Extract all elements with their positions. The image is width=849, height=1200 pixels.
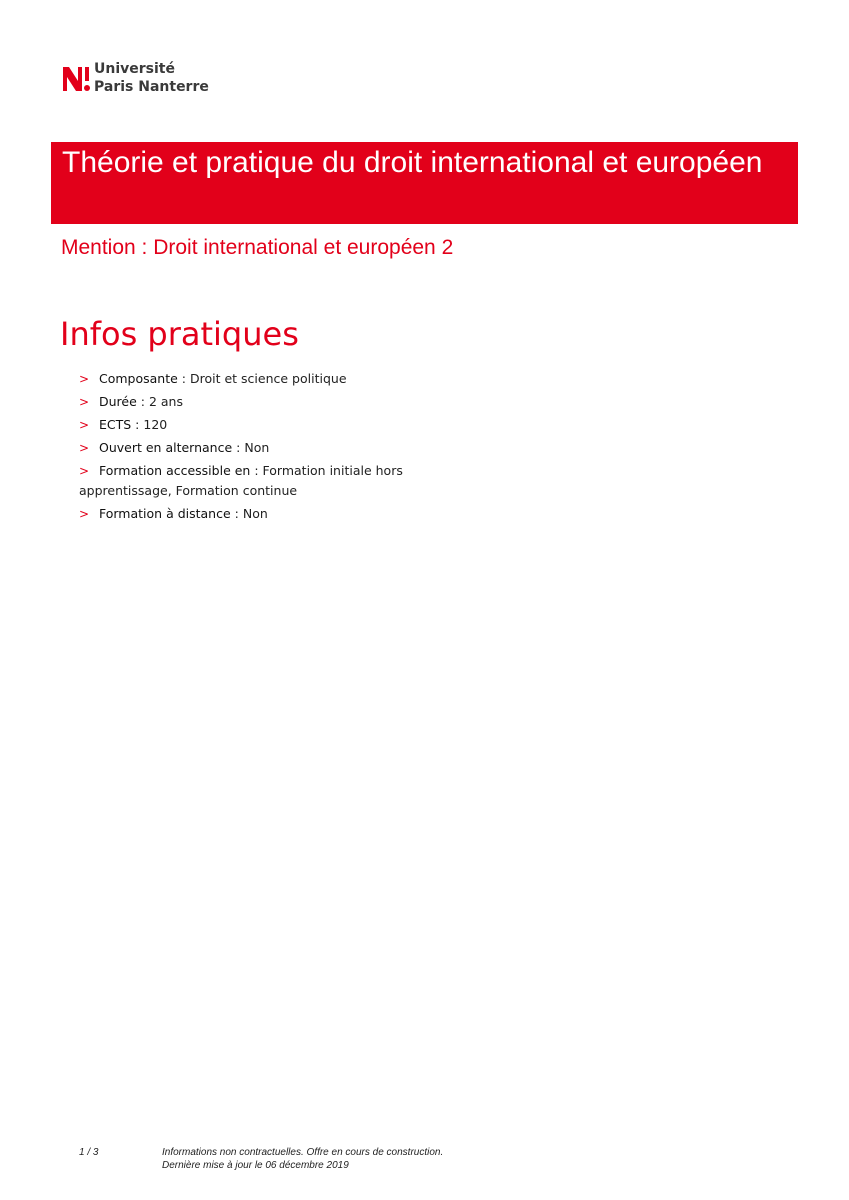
info-label: Formation à distance [99, 506, 231, 521]
footer-note-line-2: Dernière mise à jour le 06 décembre 2019 [162, 1159, 349, 1171]
info-separator: : [250, 463, 263, 478]
info-separator: : [177, 371, 190, 386]
logo-line-1: Université [94, 61, 175, 77]
info-value: Formation initiale hors apprentissage, Formation continue [79, 463, 403, 498]
info-label: Composante [99, 371, 178, 386]
footer-disclaimer [162, 1147, 443, 1172]
chevron-right-icon: > [79, 395, 90, 409]
chevron-right-icon: > [79, 464, 90, 478]
info-label: ECTS [99, 417, 132, 432]
title-banner [51, 142, 798, 224]
chevron-right-icon: > [79, 418, 90, 432]
section-title-infos-pratiques: Infos pratiques [60, 315, 299, 353]
chevron-right-icon: > [79, 507, 90, 521]
info-separator: : [230, 506, 243, 521]
info-separator: : [232, 440, 245, 455]
info-value: Non [242, 506, 268, 521]
info-item-distance [79, 504, 409, 524]
info-item-alternance [79, 438, 409, 458]
chevron-right-icon: > [79, 441, 90, 455]
info-item-duree [79, 392, 409, 412]
info-item-ects [79, 415, 409, 435]
info-value: Non [244, 440, 270, 455]
info-value: 2 ans [148, 394, 183, 409]
nanterre-logo-icon [61, 64, 91, 94]
info-value: Droit et science politique [190, 371, 347, 386]
logo-wordmark [94, 60, 209, 96]
info-item-composante [79, 369, 409, 389]
info-value: 120 [143, 417, 168, 432]
logo-line-2: Paris Nanterre [94, 79, 209, 95]
info-label: Ouvert en alternance [99, 440, 233, 455]
mention-subtitle: Mention : Droit international et européen 2 [61, 236, 454, 259]
info-label: Formation accessible en [99, 463, 251, 478]
info-separator: : [136, 394, 149, 409]
page-number: 1 / 3 [79, 1147, 99, 1158]
chevron-right-icon: > [79, 372, 90, 386]
info-separator: : [131, 417, 144, 432]
university-logo [61, 60, 221, 98]
footer-note-line-1: Informations non contractuelles. Offre en cours de construction. [162, 1147, 444, 1158]
info-item-formation-accessible [79, 461, 409, 501]
infos-list [79, 369, 409, 527]
info-label: Durée [99, 394, 137, 409]
page-title: Théorie et pratique du droit international et européen [62, 146, 763, 179]
